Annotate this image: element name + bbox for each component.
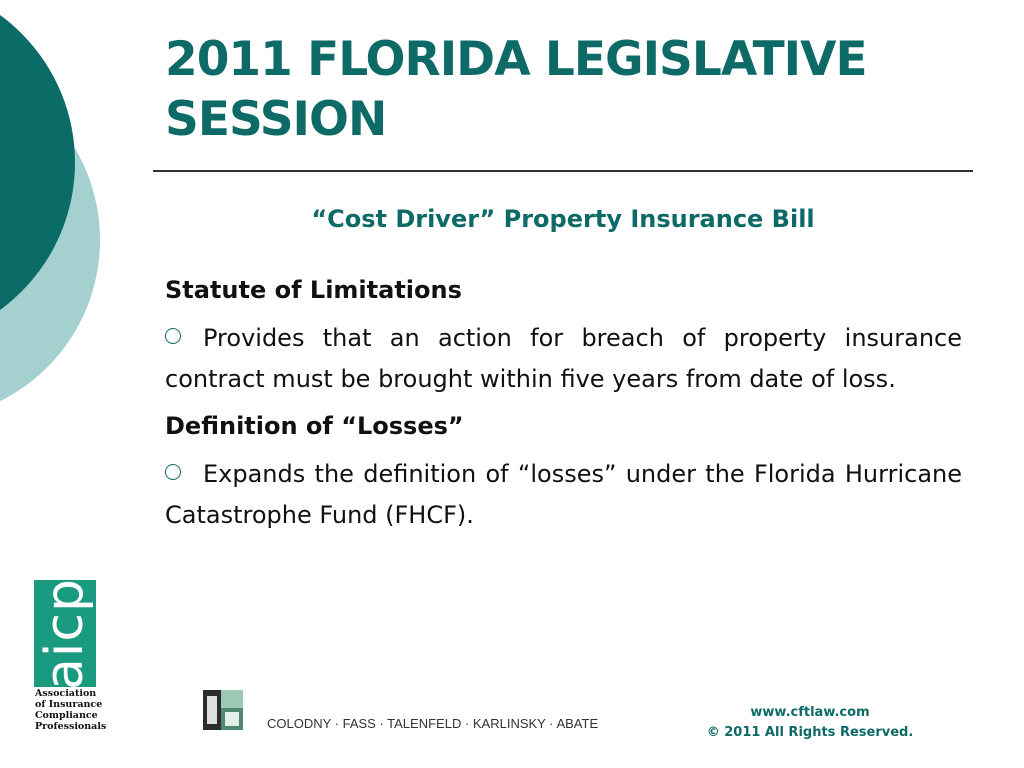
aicp-caption-line: Professionals (35, 721, 107, 732)
bullet-text: Provides that an action for breach of property insurance contract must be brought within five years from date of loss. (165, 324, 962, 393)
firm-logo-icon (203, 690, 243, 730)
slide-subtitle: “Cost Driver” Property Insurance Bill (311, 205, 815, 233)
title-divider (153, 170, 973, 172)
aicp-caption-line: of Insurance (35, 699, 103, 710)
website-link[interactable]: www.cftlaw.com (750, 705, 870, 720)
footer-info (700, 703, 920, 743)
aicp-logo (34, 577, 96, 690)
bullet-item (165, 318, 962, 400)
slide-content (165, 270, 962, 542)
section-heading: Statute of Limitations (165, 276, 462, 304)
aicp-caption-line: Compliance (35, 710, 98, 721)
circle-bullet-icon (165, 328, 181, 344)
section-statute-of-limitations (165, 270, 962, 400)
section-definition-of-losses (165, 406, 962, 536)
bullet-item (165, 454, 962, 536)
section-heading: Definition of “Losses” (165, 412, 464, 440)
aicp-caption-line: Association (35, 688, 97, 699)
aicp-caption (35, 688, 115, 732)
aicp-logo-text: aicp (35, 577, 95, 690)
slide-title: 2011 FLORIDA LEGISLATIVE SESSION (165, 32, 867, 147)
bullet-text: Expands the definition of “losses” under the Florida Hurricane Catastrophe Fund (FHCF). (165, 460, 962, 529)
firm-name: COLODNY · FASS · TALENFELD · KARLINSKY · ABATE (267, 716, 599, 731)
circle-bullet-icon (165, 464, 181, 480)
copyright-text: © 2011 All Rights Reserved. (706, 725, 914, 740)
